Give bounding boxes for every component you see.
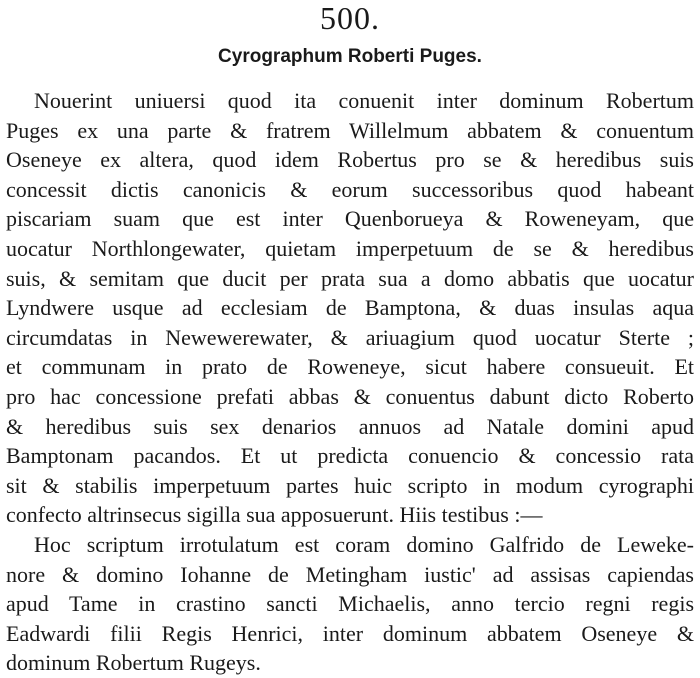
text-line: Lyndwere usque ad ecclesiam de Bamptona, & duas insulas aqua — [6, 295, 694, 321]
text-line: & heredibus suis sex denarios annuos ad Natale domini apud — [6, 413, 694, 439]
text-line: Nouerint uniuersi quod ita conuenit inter dominum Robertum — [34, 88, 694, 113]
text-line: Hoc scriptum irrotulatum est coram domino Galfrido de Leweke- — [34, 531, 694, 557]
charter-body — [6, 86, 694, 678]
text-line: dominum Robertum Rugeys. — [6, 650, 261, 676]
paragraph-2 — [6, 530, 694, 678]
text-line: confecto altrinsecus sigilla sua apposuerunt. Hiis testibus :— — [6, 502, 543, 528]
text-line: Eadwardi filii Regis Henrici, inter dominum abbatem Oseneye & — [6, 620, 694, 646]
text-line: Oseneye ex altera, quod idem Robertus pro se & heredibus suis — [6, 147, 694, 173]
text-line: Bamptonam pacandos. Et ut predicta conuencio & concessio rata — [6, 443, 694, 469]
text-line: suis, & semitam que ducit per prata sua a domo abbatis que uocatur — [6, 265, 694, 291]
charter-number: 500. — [320, 0, 380, 36]
text-line: circumdatas in Newewerewater, & ariuagium quod uocatur Sterte ; — [6, 324, 694, 350]
paragraph-1 — [6, 86, 694, 530]
text-line: piscariam suam que est inter Quenborueya & Roweneyam, que — [6, 206, 694, 232]
text-line: sit & stabilis imperpetuum partes huic scripto in modum cyrographi — [6, 472, 694, 498]
text-line: concessit dictis canonicis & eorum successoribus quod habeant — [6, 176, 694, 202]
charter-title: Cyrographum Roberti Puges. — [218, 46, 482, 67]
text-line: et communam in prato de Roweneye, sicut habere consueuit. Et — [6, 354, 694, 380]
text-line: uocatur Northlongewater, quietam imperpetuum de se & heredibus — [6, 235, 694, 261]
text-line: pro hac concessione prefati abbas & conuentus dabunt dicto Roberto — [6, 383, 694, 409]
text-line: Puges ex una parte & fratrem Willelmum abbatem & conuentum — [6, 117, 694, 143]
text-line: apud Tame in crastino sancti Michaelis, anno tercio regni regis — [6, 591, 694, 617]
text-line: nore & domino Iohanne de Metingham iustic' ad assisas capiendas — [6, 561, 694, 587]
